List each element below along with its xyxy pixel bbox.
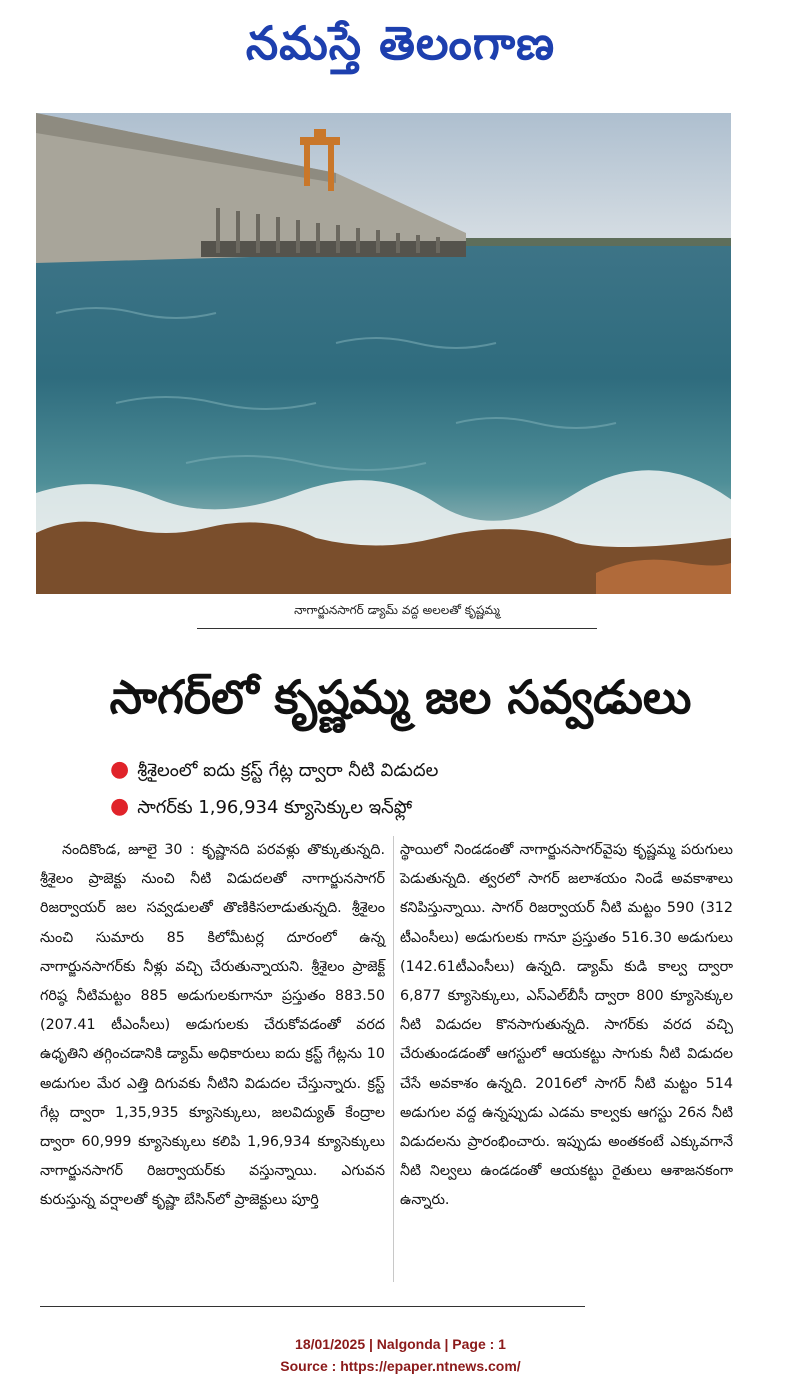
source-link[interactable]: Source : https://epaper.ntnews.com/ [280,1358,521,1374]
bullet-item [110,752,710,789]
page-footer [0,1333,801,1377]
bullet-text: సాగర్‌కు 1,96,934 క్యూసెక్కుల ఇన్‌ఫ్లో [137,797,413,818]
bullet-text: శ్రీశైలంలో ఐదు క్రస్ట్ గేట్ల ద్వారా నీటి విడుదల [137,760,439,781]
highlight-bullets [110,752,710,826]
bullet-item [110,789,710,826]
dam-photo [36,113,731,594]
article-column-1: నందికొండ, జూలై 30 : కృష్ణానది పరవళ్లు తొక్కుతున్నది. శ్రీశైలం ప్రాజెక్టు నుంచి నీటి విడుదలతో నాగార్జునసాగర్ రిజర్వాయర్ జల సవ్వడులతో తొణికిసలాడుతున్నది. శ్రీశైలం నుంచి సుమారు 85 కిలోమీటర్ల దూరంలో ఉన్న నాగార్జునసాగర్‌కు నీళ్లు వచ్చి చేరుతున్నాయని. శ్రీశైలం ప్రాజెక్ట్ గరిష్ఠ నీటిమట్టం 885 అడుగులకుగానూ ప్రస్తుతం 883.50 (207.41 టీఎంసీలు) అడుగులకు చేరుకోవడంతో వరద ఉధృతిని తగ్గించడానికి డ్యామ్ అధికారులు ఐదు క్రస్ట్ గేట్లను 10 అడుగుల మేర ఎత్తి దిగువకు నీటిని విడుదల చేస్తున్నారు. క్రస్ట్ గేట్ల ద్వారా 1,35,935 క్యూసెక్కులు, జలవిద్యుత్ కేంద్రాల ద్వారా 60,999 క్యూసెక్కులు కలిపి 1,96,934 క్యూసెక్కులు నాగార్జునసాగర్ రిజర్వాయర్‌కు వస్తున్నాయి. ఎగువన కురుస్తున్న వర్షాలతో కృష్ణా బేసిన్‌లో ప్రాజెక్టులు పూర్తి [40,842,385,1209]
column-divider [393,836,394,1282]
bullet-dot-icon: ● [110,794,130,819]
photo-caption: నాగార్జునసాగర్ డ్యామ్ వద్ద అలలతో కృష్ణమ్మ [197,603,597,629]
article-headline: సాగర్‌లో కృష్ణమ్మ జల సవ్వడులు [109,670,692,724]
article-column-2: స్థాయిలో నిండడంతో నాగార్జునసాగర్‌వైపు కృష్ణమ్మ పరుగులు పెడుతున్నది. త్వరలో సాగర్ జలాశయం నిండే అవకాశాలు కనిపిస్తున్నాయి. సాగర్ రిజర్వాయర్ నీటి మట్టం 590 (312 టీఎంసీలు) అడుగులకు గానూ ప్రస్తుతం 516.30 అడుగులు (142.61టీఎంసీలు) ఉన్నది. డ్యామ్ కుడి కాల్వ ద్వారా 6,877 క్యూసెక్కులు, ఎస్‌ఎల్‌బీసీ ద్వారా 800 క్యూసెక్కుల నీటి విడుదల కొనసాగుతున్నది. సాగర్‌కు వరద వచ్చి చేరుతుండడంతో ఆగస్టులో ఆయకట్టు సాగుకు నీటి విడుదల చేసే అవకాశం ఉన్నది. 2016లో సాగర్ నీటి మట్టం 514 అడుగుల వద్ద ఉన్నప్పుడు ఎడమ కాల్వకు ఆగస్టు 26న నీటి విడుదలను ప్రారంభించారు. ఇప్పుడు అంతకంటే ఎక్కువగానే నీటి నిల్వలు ఉండడంతో ఆయకట్టు రైతులు ఆశాజనకంగా ఉన్నారు. [400,842,733,1209]
dam-illustration [36,113,731,594]
bullet-dot-icon: ● [110,757,130,782]
newspaper-masthead: నమస్తే తెలంగాణ [245,16,556,70]
edition-info: 18/01/2025 | Nalgonda | Page : 1 [295,1336,506,1352]
article-end-rule [40,1306,585,1307]
